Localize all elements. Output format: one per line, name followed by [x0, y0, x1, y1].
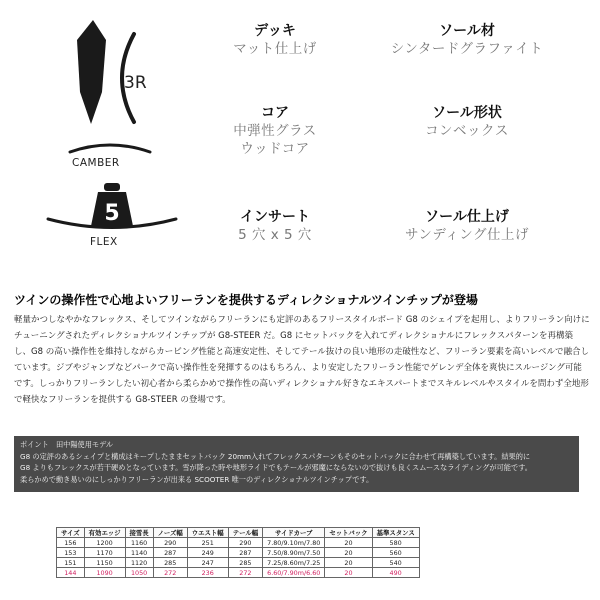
- table-header-row: [57, 528, 420, 538]
- spec-value: マット仕上げ: [233, 41, 317, 57]
- board-icons-panel: [0, 0, 200, 260]
- col-stance-header: 基準スタンス: [372, 528, 419, 538]
- camber-icon: [70, 145, 150, 169]
- table-cell: 251: [187, 538, 228, 548]
- point-line: G8 よりもフレックスが若干硬めとなっています。雪が降った時や地形ライドでもテールが邪魔にならないので抜けも良くスムースなライディングが可能です。: [20, 463, 532, 472]
- spec-title: コア: [261, 105, 289, 121]
- table-cell: 272: [228, 568, 262, 578]
- col-setback-header: セットバック: [325, 528, 372, 538]
- flex-weight-icon: [91, 183, 133, 226]
- spec-title: ソール材: [439, 23, 495, 39]
- table-cell: 1050: [125, 568, 153, 578]
- camber-label: CAMBER: [72, 157, 120, 169]
- spec-title: インサート: [240, 209, 310, 225]
- table-cell: 144: [57, 568, 85, 578]
- table-cell: 7.50/8.90m/7.50: [263, 548, 325, 558]
- spec-sole-material: [372, 22, 562, 58]
- table-cell: 249: [187, 548, 228, 558]
- radius-label: 3R: [124, 73, 147, 93]
- col-tail-width-header: テール幅: [228, 528, 262, 538]
- table-cell: 285: [228, 558, 262, 568]
- product-description: 軽量かつしなやかなフレックス、そしてツインながらフリーランにも定評のあるフリースタイルボード G8 のシェイプを起用し、よりフリーラン向けにチューニングされたディレクショナルツインチップが G8-STEER だ。G8 にセットバックを入れてディレクショナルにフレックスパターンを再構築し、G8 の高い操作性を維持しながらカービング性能と高速安定性、そしてテール抜けの良い地形の走破性など、フリーラン要素を高いレベルで融合しています。ジブやジャンプなどパークで高い操作性を発揮するのはもちろん、より安定したフリーラン性能でゲレンデ全体を爽快にスルージング可能です。しっかりフリーランしたい初心者から柔らかめで操作性の高いディレクショナル好きなエキスパートまでスキルレベルやスタイルを問わず全地形で軽快なフリーランを提供する G8-STEER の登場です。: [14, 315, 590, 405]
- table-cell: 6.60/7.90m/6.60: [263, 568, 325, 578]
- table-cell: 290: [153, 538, 187, 548]
- col-effective-edge-header: 有効エッジ: [84, 528, 125, 538]
- table-cell: 236: [187, 568, 228, 578]
- spec-value: シンタードグラファイト: [390, 41, 544, 57]
- table-cell: 580: [372, 538, 419, 548]
- table-row: [57, 548, 420, 558]
- spec-title: ソール形状: [432, 105, 502, 121]
- table-cell: 1140: [125, 548, 153, 558]
- table-cell: 1090: [84, 568, 125, 578]
- table-cell: 153: [57, 548, 85, 558]
- table-cell: 272: [153, 568, 187, 578]
- col-contact-length-header: 接雪長: [125, 528, 153, 538]
- spec-value: ウッドコア: [240, 141, 310, 157]
- table-cell: 7.80/9.10m/7.80: [263, 538, 325, 548]
- col-waist-width-header: ウエスト幅: [187, 528, 228, 538]
- sidecut-radius-icon: [122, 34, 147, 122]
- table-cell: 151: [57, 558, 85, 568]
- table-cell: 20: [325, 538, 372, 548]
- table-cell: 7.25/8.60m/7.25: [263, 558, 325, 568]
- point-line: G8 の定評のあるシェイプと構成はキープしたままセットバック 20mm入れてフレックスパターンもそのセットバックに合わせて再構築しています。結果的に: [20, 451, 531, 461]
- spec-sole-finish: [372, 208, 562, 244]
- table-cell: 490: [372, 568, 419, 578]
- flex-value: 5: [104, 201, 120, 226]
- table-cell: 1120: [125, 558, 153, 568]
- spec-title: デッキ: [254, 23, 296, 39]
- table-cell: 540: [372, 558, 419, 568]
- table-cell: 290: [228, 538, 262, 548]
- table-cell: 560: [372, 548, 419, 558]
- spec-value: サンディング仕上げ: [405, 227, 529, 243]
- size-table: [56, 527, 420, 578]
- table-cell: 1200: [84, 538, 125, 548]
- table-row-highlighted: [57, 568, 420, 578]
- spec-value: コンベックス: [425, 123, 509, 139]
- table-cell: 20: [325, 548, 372, 558]
- flex-label: FLEX: [90, 236, 118, 248]
- col-size-header: サイズ: [57, 528, 85, 538]
- spec-deck: [210, 22, 340, 58]
- table-cell: 285: [153, 558, 187, 568]
- table-row: [57, 558, 420, 568]
- col-sidecut-header: サイドカーブ: [263, 528, 325, 538]
- spec-value: 中弾性グラス: [233, 123, 317, 139]
- table-cell: 20: [325, 558, 372, 568]
- table-cell: 287: [153, 548, 187, 558]
- col-nose-width-header: ノーズ幅: [153, 528, 187, 538]
- point-label: ポイント 田中陽使用モデル: [20, 440, 114, 449]
- board-profile-icon: [77, 20, 106, 124]
- table-cell: 1170: [84, 548, 125, 558]
- point-line: 柔らかめで動き易いのにしっかりフリーランが出来る SCOOTER 唯一のディレクショナルツインチップです。: [20, 474, 374, 484]
- table-cell: 156: [57, 538, 85, 548]
- spec-value: 5 穴 x 5 穴: [238, 227, 312, 243]
- spec-title: ソール仕上げ: [425, 209, 509, 225]
- spec-core: [210, 104, 340, 158]
- table-cell: 1150: [84, 558, 125, 568]
- product-headline: ツインの操作性で心地よいフリーランを提供するディレクショナルツインチップが登場: [14, 293, 478, 307]
- table-row: [57, 538, 420, 548]
- table-cell: 1160: [125, 538, 153, 548]
- spec-insert: [210, 208, 340, 244]
- spec-sole-shape: [372, 104, 562, 140]
- table-cell: 247: [187, 558, 228, 568]
- table-cell: 287: [228, 548, 262, 558]
- table-cell: 20: [325, 568, 372, 578]
- point-box: [14, 436, 579, 492]
